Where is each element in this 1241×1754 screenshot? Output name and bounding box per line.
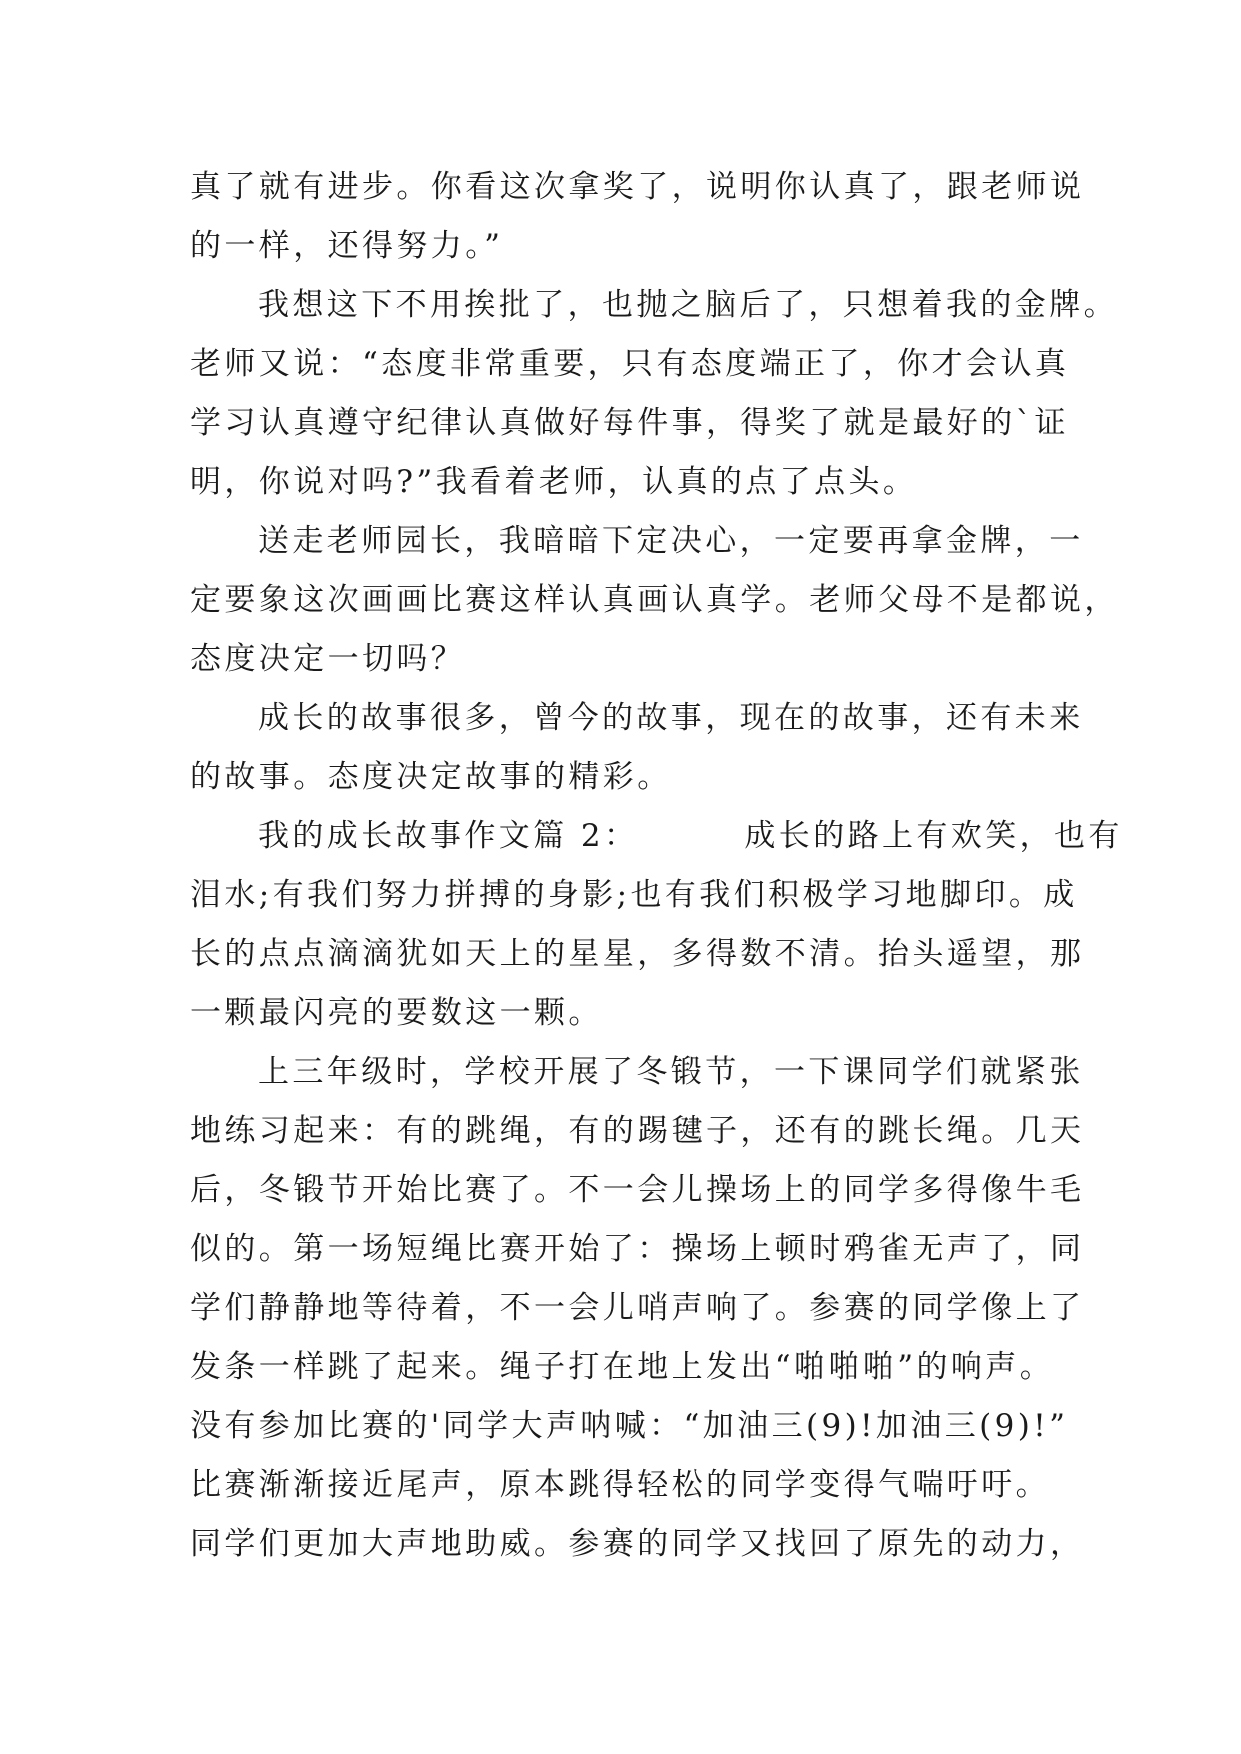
text-line: 发条一样跳了起来。绳子打在地上发出“啪啪啪”的响声。 — [190, 1349, 1055, 1385]
text-line: 学们静静地等待着，不一会儿哨声响了。参赛的同学像上了 — [190, 1290, 1085, 1326]
text-line: 明，你说对吗?”我看着老师，认真的点了点头。 — [190, 464, 918, 500]
text-line: 长的点点滴滴犹如天上的星星，多得数不清。抬头遥望，那 — [190, 936, 1085, 972]
text-line: 定要象这次画画比赛这样认真画认真学。老师父母不是都说， — [190, 582, 1119, 618]
text-line: 后，冬锻节开始比赛了。不一会儿操场上的同学多得像牛毛 — [190, 1172, 1085, 1208]
text-line: 老师又说：“态度非常重要，只有态度端正了，你才会认真 — [190, 346, 1070, 382]
essay-text — [190, 158, 1123, 1574]
text-line: 上三年级时，学校开展了冬锻节，一下课同学们就紧张 — [258, 1054, 1084, 1090]
text-line: 一颗最闪亮的要数这一颗。 — [190, 995, 603, 1031]
text-line: 成长的故事很多，曾今的故事，现在的故事，还有未来 — [258, 700, 1084, 736]
text-line: 的故事。态度决定故事的精彩。 — [190, 759, 672, 795]
text-line: 同学们更加大声地助威。参赛的同学又找回了原先的动力， — [190, 1526, 1085, 1562]
text-line: 的一样，还得努力。” — [190, 228, 504, 264]
text-line: 地练习起来：有的跳绳，有的踢毽子，还有的跳长绳。几天 — [190, 1113, 1085, 1149]
text-line: 泪水;有我们努力拼搏的身影;也有我们积极学习地脚印。成 — [190, 877, 1078, 913]
text-line: 比赛渐渐接近尾声，原本跳得轻松的同学变得气喘吁吁。 — [190, 1467, 1050, 1503]
text-line: 我想这下不用挨批了，也抛之脑后了，只想着我的金牌。 — [258, 287, 1118, 323]
text-line: 学习认真遵守纪律认真做好每件事，得奖了就是最好的`证 — [190, 405, 1069, 441]
text-line: 我的成长故事作文篇 2： 成长的路上有欢笑，也有 — [258, 818, 1123, 854]
text-line: 送走老师园长，我暗暗下定决心，一定要再拿金牌，一 — [258, 523, 1084, 559]
text-line: 态度决定一切吗？ — [190, 641, 466, 677]
text-line: 似的。第一场短绳比赛开始了：操场上顿时鸦雀无声了，同 — [190, 1231, 1085, 1267]
text-line: 真了就有进步。你看这次拿奖了，说明你认真了，跟老师说 — [190, 169, 1085, 205]
text-line: 没有参加比赛的'同学大声呐喊：“加油三(9)!加油三(9)!” — [190, 1408, 1069, 1444]
